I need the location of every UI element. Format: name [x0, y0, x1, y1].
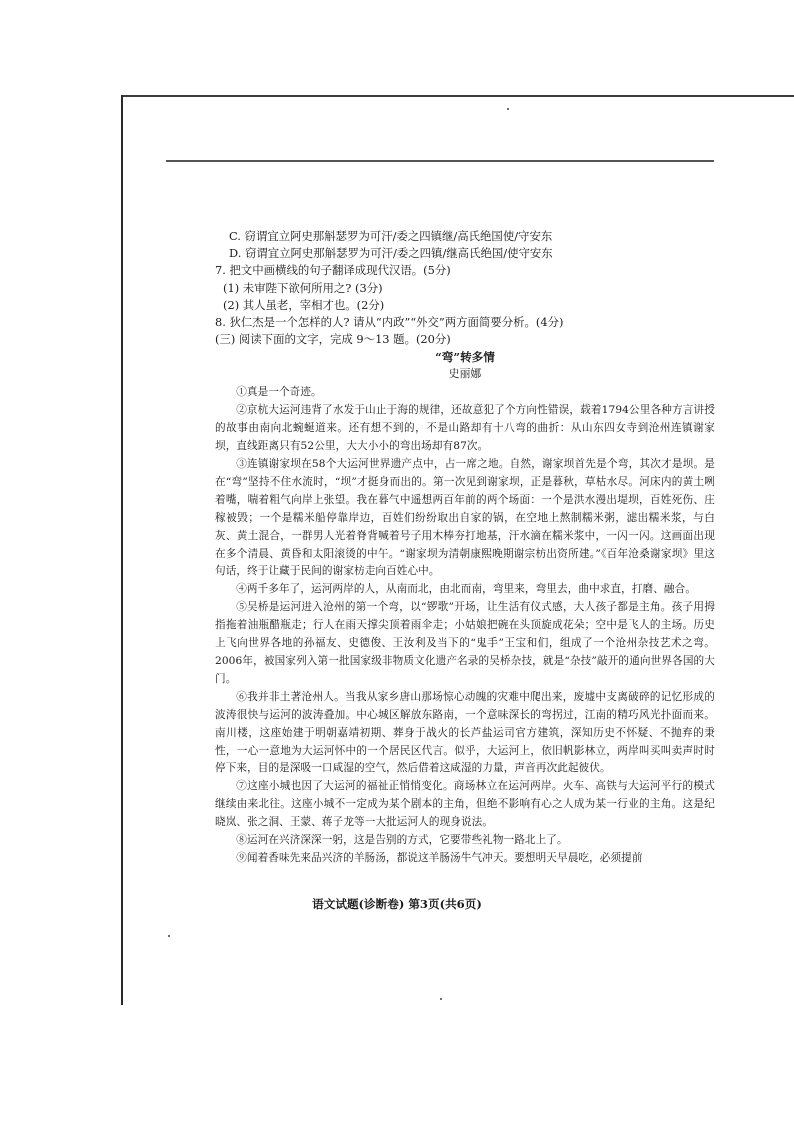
article-paragraph: ⑧运河在兴济深深一躬，这是告别的方式，它要带些礼物一路北上了。	[236, 834, 568, 847]
article-paragraph: ④两千多年了，运河两岸的人，从南而北，由北而南，弯里来，弯里去，曲中求直，打磨、融合。	[236, 583, 697, 596]
page-footer: 语文试题(诊断卷) 第3页(共6页)	[312, 897, 482, 911]
article-paragraph: ①真是一个奇迹。	[236, 386, 322, 399]
question-7-1: (1) 未审陛下欲何所用之? (3分)	[223, 280, 383, 295]
article-paragraph: ⑥我并非土著沧州人。当我从家乡唐山那场惊心动魄的灾难中爬出来，废墟中支离破碎的记忆形成的波涛很快与运河的波涛叠加。中心城区解放东路南，一个意味深长的弯拐过，江南的精巧风光扑面而来。南川楼，这座始建于明朝嘉靖初期、葬身于战火的长芦盐运司官方建筑，深知历史不怀疑、不抛弃的秉性，一心一意地为大运河怀中的一个居民区代言。似乎，大运河上，依旧帆影林立，两岸叫买叫卖声时时停下来，目的是深吸一口咸湿的空气，然后借着这咸湿的力量，声音再次此起彼伏。	[215, 690, 715, 775]
option-c: C. 窃谓宜立阿史那斛瑟罗为可汗/委之四镇继/高氏绝国使/守安东	[229, 229, 553, 243]
article-title: “弯”转多情	[435, 350, 495, 365]
article-paragraph: ⑦这座小城也因了大运河的福祉正悄悄变化。商场林立在运河两岸。火车、高铁与大运河平行的模式继续由来北往。这座小城不一定成为某个剧本的主角，但绝不影响有心之人成为某一行业的主角。这是纪晓岚、张之洞、王蒙、蒋子龙等一大批运河人的现身说法。	[215, 780, 715, 829]
article-body	[215, 384, 715, 867]
page-content	[215, 228, 715, 868]
section-3-heading: (三) 阅读下面的文字，完成 9～13 题。(20分)	[215, 332, 451, 347]
article-author: 史丽娜	[448, 367, 482, 381]
scan-speck	[168, 935, 170, 937]
article-paragraph: ⑨闻着香味先来品兴济的羊肠汤，都说这羊肠汤牛气冲天。要想明天早晨吃，必须提前	[236, 851, 643, 864]
article-paragraph: ⑤吴桥是运河进入沧州的第一个弯，以“锣歌”开场，让生活有仪式感，大人孩子都是主角。孩子用拇指拖着油瓶醋瓶走；行人在雨天撑尖顶着雨伞走；小姑娘把碗在头顶旋成花朵；空中是飞人的主场。历史上飞向世界各地的孙福友、史德俊、王汝利及当下的“鬼手”王宝和们，组成了一个沧州杂技艺术之弯。2006年，被国家列入第一批国家级非物质文化遗产名录的吴桥杂技，就是“杂技”敲开的通向世界各国的大门。	[215, 601, 715, 685]
option-d: D. 窃谓宜立阿史那斛瑟罗为可汗/委之四镇/继高氏绝国/使守安东	[229, 246, 553, 261]
scan-border-top	[121, 95, 794, 97]
question-7-2: (2) 其人虽老，宰相才也。(2分)	[223, 297, 385, 312]
scan-speck	[440, 998, 442, 1000]
article-paragraph: ③连镇谢家坝在58个大运河世界遗产点中，占一席之地。自然，谢家坝首先是个弯，其次才是坝。是在“弯”坚持不住水流时，“坝”才挺身而出的。第一次见到谢家坝，正是暮秋，草枯水尽。河床内的黄土咧着嘴，喘着粗气向岸上张望。我在暮气中遥想两百年前的两个场面：一个是洪水漫出堤坝，百姓死伤、庄稼被毁；一个是糯米船停靠岸边，百姓们纷纷取出自家的锅，在空地上熬制糯米粥，滤出糯米浆，与白灰、黄土混合，一群男人光着脊背喊着号子用木棒夯打地基，汗水滴在糯米浆中，一闪一闪。这画面出现在多个清晨、黄昏和太阳滚烫的中午。“谢家坝为清朝康熙晚期谢宗枋出资所建。”《百年沧桑谢家坝》里这句话，终于让藏于民间的谢家枋走向百姓心中。	[215, 458, 715, 578]
header-rule	[166, 160, 714, 162]
article-paragraph: ②京杭大运河违背了水发于山止于海的规律，还故意犯了个方向性错误，载着1794公里各种方言讲授的故事由南向北蜿蜒道来。还有想不到的，不是山路却有十八弯的曲折：从山东四女寺到沧州连镇谢家坝，直线距离只有52公里，大大小小的弯出场却有87次。	[215, 404, 715, 453]
question-7: 7. 把文中画横线的句子翻译成现代汉语。(5分)	[215, 263, 451, 278]
scan-speck	[507, 108, 509, 110]
scan-border-left	[121, 95, 123, 1005]
question-8: 8. 狄仁杰是一个怎样的人? 请从“内政”“外交”两方面简要分析。(4分)	[215, 315, 564, 330]
